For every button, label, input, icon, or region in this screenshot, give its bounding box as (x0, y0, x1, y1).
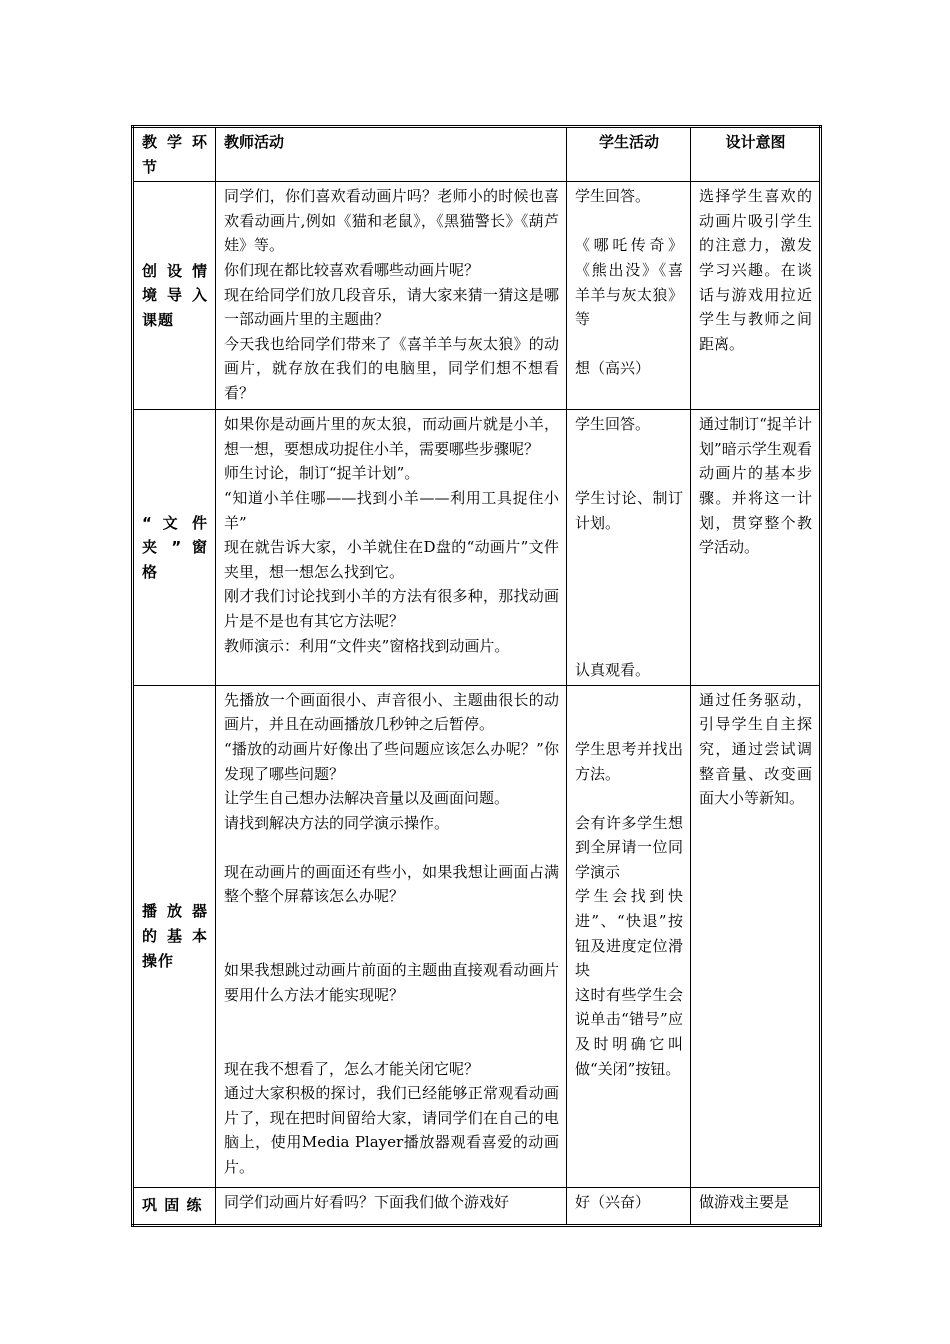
table-row (133, 182, 821, 410)
student-line: 《哪吒传奇》《熊出没》《喜羊羊与灰太狼》等 (575, 236, 683, 329)
header-student-activity: 学生活动 (567, 127, 691, 182)
teacher-line: “播放的动画片好像出了些问题应该怎么办呢？”你发现了哪些问题？ (224, 739, 559, 783)
teacher-activity-cell (216, 182, 567, 410)
teacher-line: 同学们动画片好看吗？下面我们做个游戏好 (224, 1192, 510, 1211)
teacher-line: 现在动画片的画面还有些小，如果我想让画面占满整个整个屏幕该怎么办呢？ (224, 862, 559, 906)
student-activity-cell (567, 1187, 691, 1225)
design-intent-cell: 通过任务驱动，引导学生自主探究，通过尝试调整音量、改变画面大小等新知。 (691, 685, 821, 1187)
student-line: 认真观看。 (575, 661, 651, 680)
header-design-intent: 设计意图 (691, 127, 821, 182)
student-line: 学生会找到快进”、“快退”按钮及进度定位滑块 (575, 887, 683, 980)
teacher-line: 如果我想跳过动画片前面的主题曲直接观看动画片要用什么方法才能实现呢？ (224, 961, 559, 1004)
stage-cell: 创 设 情 境 导 入 课题 (133, 182, 216, 410)
table-header-row (133, 127, 821, 182)
teacher-line: “知道小羊住哪——找到小羊——利用工具捉住小羊” (224, 488, 559, 532)
table-row (133, 685, 821, 1187)
student-line: 好（兴奋） (575, 1192, 651, 1211)
table-row (133, 410, 821, 686)
teacher-line: 通过大家积极的探讨，我们已经能够正常观看动画片了，现在把时间留给大家，请同学们在自己的电脑上，使用Media Player播放器观看喜爱的动画片。 (224, 1084, 559, 1176)
teacher-activity-cell (216, 410, 567, 686)
teacher-line: 请找到解决方法的同学演示操作。 (224, 813, 450, 832)
teacher-line: 让学生自己想办法解决音量以及画面问题。 (224, 789, 510, 808)
student-line: 会有许多学生想到全屏请一位同学演示 (575, 813, 683, 881)
stage-cell: 播 放 器 的 基 本 操作 (133, 685, 216, 1187)
teacher-line: 现在我不想看了，怎么才能关闭它呢？ (224, 1059, 480, 1078)
teacher-line: 现在就告诉大家，小羊就住在D盘的“动画片”文件夹里，想一想怎么找到它。 (224, 538, 559, 581)
teacher-activity-cell (216, 1187, 567, 1225)
teacher-line: 教师演示：利用“文件夹”窗格找到动画片。 (224, 636, 510, 655)
student-line: 学生回答。 (575, 187, 651, 206)
stage-cell: 巩 固 练 (133, 1187, 216, 1225)
design-intent-cell: 做游戏主要是 (691, 1187, 821, 1225)
teacher-line: 同学们，你们喜欢看动画片吗？老师小的时候也喜欢看动画片,例如《猫和老鼠》，《黑猫警长》《葫芦娃》等。 (224, 187, 559, 255)
teacher-line: 先播放一个画面很小、声音很小、主题曲很长的动画片，并且在动画播放几秒钟之后暂停。 (224, 690, 559, 734)
teacher-line: 刚才我们讨论找到小羊的方法有很多种，那找动画片是不是也有其它方法呢？ (224, 587, 559, 630)
teacher-line: 师生讨论，制订“捉羊计划”。 (224, 464, 420, 483)
student-activity-cell (567, 685, 691, 1187)
student-line: 学生讨论、制订计划。 (575, 488, 683, 532)
teacher-line: 你们现在都比较喜欢看哪些动画片呢？ (224, 260, 480, 279)
teacher-line: 如果你是动画片里的灰太狼，而动画片就是小羊，想一想，要想成功捉住小羊，需要哪些步骤呢？ (224, 415, 559, 458)
table-row (133, 1187, 821, 1225)
teacher-line: 今天我也给同学们带来了《喜羊羊与灰太狼》的动画片，就存放在我们的电脑里，同学们想不想看看？ (224, 334, 559, 402)
design-intent-cell: 选择学生喜欢的动画片吸引学生的注意力，激发学习兴趣。在谈话与游戏用拉近学生与教师之间距离。 (691, 182, 821, 410)
design-intent-cell: 通过制订“捉羊计划”暗示学生观看动画片的基本步骤。并将这一计划，贯穿整个教学活动。 (691, 410, 821, 686)
student-line: 想（高兴） (575, 359, 651, 378)
student-activity-cell (567, 182, 691, 410)
header-stage: 教 学 环 节 (133, 127, 216, 182)
teacher-activity-cell (216, 685, 567, 1187)
stage-cell: “ 文 件 夹 ” 窗 格 (133, 410, 216, 686)
teacher-line: 现在给同学们放几段音乐，请大家来猜一猜这是哪一部动画片里的主题曲？ (224, 285, 559, 329)
student-line: 学生思考并找出方法。 (575, 739, 683, 783)
student-activity-cell (567, 410, 691, 686)
header-teacher-activity: 教师活动 (216, 127, 567, 182)
student-line: 这时有些学生会说单击“错号”应及时明确它叫做“关闭”按钮。 (575, 985, 683, 1078)
student-line: 学生回答。 (575, 415, 651, 434)
lesson-plan-table (131, 125, 822, 1227)
